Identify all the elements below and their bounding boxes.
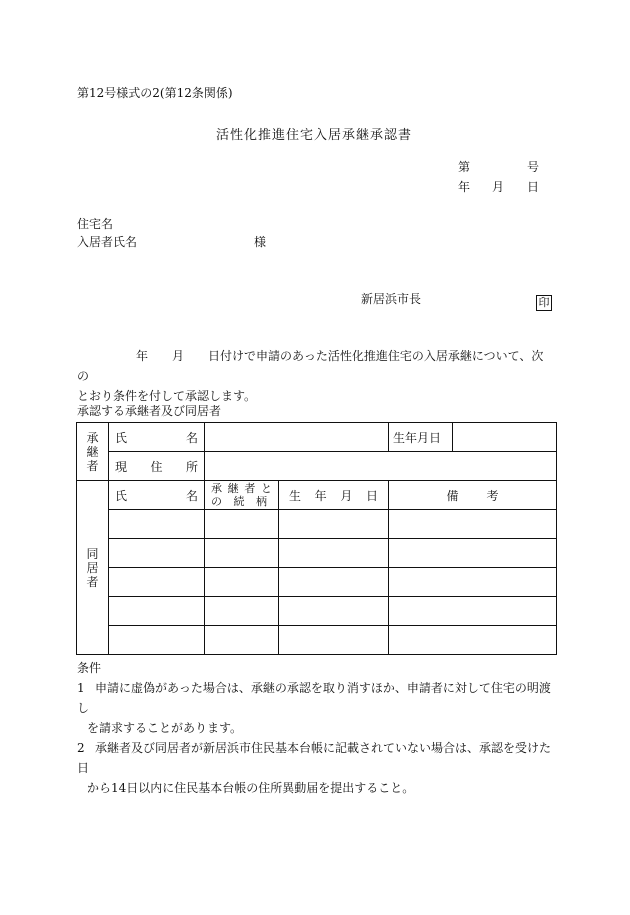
cohabitant-header-row <box>77 481 557 510</box>
successor-dob-field[interactable] <box>453 423 557 452</box>
cohabitant-name-header: 氏 名 <box>109 481 205 510</box>
successor-address-field[interactable] <box>205 452 557 481</box>
mayor-title: 新居浜市長 <box>361 292 422 306</box>
doc-number-dai: 第 <box>458 160 471 174</box>
successor-name-field[interactable] <box>205 423 389 452</box>
conditions-section <box>77 658 557 798</box>
body-text-1: 日付けで申請のあった活性化推進住宅の入居承継について、次の <box>77 349 544 383</box>
cohabitant-remarks-cell[interactable] <box>389 597 557 626</box>
table-row <box>77 597 557 626</box>
cohabitant-remarks-cell[interactable] <box>389 626 557 655</box>
cohabitant-remarks-header: 備 考 <box>389 481 557 510</box>
cohabitant-relation-cell[interactable] <box>205 510 279 539</box>
cohabitant-name-cell[interactable] <box>109 539 205 568</box>
successor-cohabitant-table <box>76 422 557 655</box>
cohabitant-remarks-cell[interactable] <box>389 510 557 539</box>
successor-section-label: 承 継 者 <box>77 423 109 481</box>
cohabitant-name-cell[interactable] <box>109 568 205 597</box>
body-month: 月 <box>172 349 185 363</box>
cohabitant-relation-cell[interactable] <box>205 568 279 597</box>
doc-date-month: 月 <box>492 180 505 194</box>
cohabitant-name-cell[interactable] <box>109 510 205 539</box>
cohabitant-section-label: 同 居 者 <box>77 481 109 655</box>
table-row <box>77 510 557 539</box>
table-row <box>77 568 557 597</box>
form-number: 第12号様式の2(第12条関係) <box>77 86 233 100</box>
cohabitant-name-cell[interactable] <box>109 597 205 626</box>
successor-address-label: 現 住 所 <box>109 452 205 481</box>
cohabitant-remarks-cell[interactable] <box>389 539 557 568</box>
body-text-2: とおり条件を付して承認します。 <box>77 389 257 403</box>
cohabitant-dob-cell[interactable] <box>279 626 389 655</box>
housing-name-label: 住宅名 <box>77 217 114 231</box>
table-caption: 承認する承継者及び同居者 <box>77 404 222 418</box>
body-paragraph <box>77 346 555 406</box>
cohabitant-relation-cell[interactable] <box>205 597 279 626</box>
condition-item-2: 2 承継者及び同居者が新居浜市住民基本台帳に記載されていない場合は、承認を受けた日 <box>77 741 552 775</box>
cohabitant-dob-cell[interactable] <box>279 539 389 568</box>
seal-stamp <box>536 291 552 311</box>
honorific-sama: 様 <box>254 235 267 249</box>
body-line-1 <box>77 346 555 386</box>
cohabitant-relation-header: 承 継 者 と の 続 柄 <box>205 481 279 510</box>
document-title: 活性化推進住宅入居承継承認書 <box>216 128 413 143</box>
cohabitant-name-cell[interactable] <box>109 626 205 655</box>
table-row <box>77 539 557 568</box>
cohabitant-dob-cell[interactable] <box>279 597 389 626</box>
condition-item-1-cont: を請求することがあります。 <box>87 721 243 735</box>
successor-name-label: 氏 名 <box>109 423 205 452</box>
seal-mark: 印 <box>536 295 552 311</box>
condition-item-2-cont: から14日以内に住民基本台帳の住所異動届を提出すること。 <box>87 781 415 795</box>
cohabitant-dob-header: 生 年 月 日 <box>279 481 389 510</box>
table-row <box>77 626 557 655</box>
body-year: 年 <box>136 349 149 363</box>
doc-number-gou: 号 <box>527 160 540 174</box>
doc-date-day: 日 <box>527 180 540 194</box>
resident-name-label: 入居者氏名 <box>77 235 138 249</box>
cohabitant-dob-cell[interactable] <box>279 568 389 597</box>
doc-date-year: 年 <box>458 180 471 194</box>
condition-item-1: 1 申請に虚偽があった場合は、承継の承認を取り消すほか、申請者に対して住宅の明渡し <box>77 681 551 715</box>
successor-address-row <box>77 452 557 481</box>
cohabitant-relation-cell[interactable] <box>205 626 279 655</box>
cohabitant-remarks-cell[interactable] <box>389 568 557 597</box>
cohabitant-relation-cell[interactable] <box>205 539 279 568</box>
cohabitant-dob-cell[interactable] <box>279 510 389 539</box>
successor-name-row <box>77 423 557 452</box>
successor-dob-label: 生年月日 <box>389 423 453 452</box>
conditions-heading: 条件 <box>77 661 102 675</box>
